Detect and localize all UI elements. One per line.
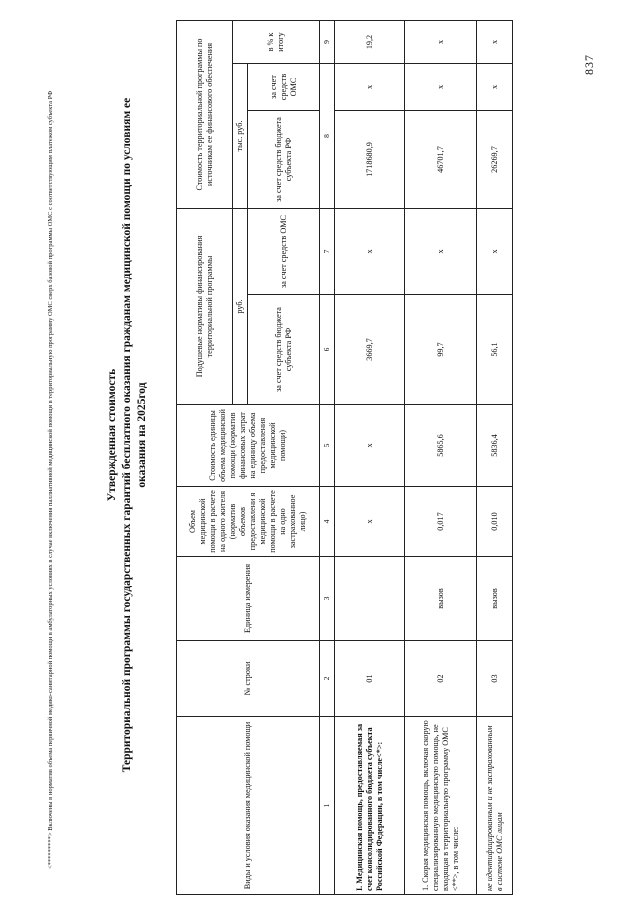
table-row xyxy=(477,21,513,895)
header-types: Виды и условия оказания медицинской помощи xyxy=(177,717,320,895)
row-tc-percent: x xyxy=(405,21,477,64)
row-label: I. Медицинская помощь, предоставляемая за счет консолидированного бюджета субъекта Российской Федерации, в том числе<*>: xyxy=(335,717,405,895)
column-number: 6 xyxy=(320,295,335,405)
row-unit xyxy=(335,557,405,641)
header-total-unit: тыс. руб. xyxy=(233,64,248,209)
row-pc-budget: 99,7 xyxy=(405,295,477,405)
row-tc-budget: 46701,7 xyxy=(405,111,477,209)
column-number: 8 xyxy=(320,64,335,209)
row-volume: 0,017 xyxy=(405,487,477,557)
row-tc-budget: 26269,7 xyxy=(477,111,513,209)
column-number: 1 xyxy=(320,717,335,895)
row-volume: x xyxy=(335,487,405,557)
header-pc-oms: за счет средств ОМС xyxy=(248,209,320,295)
title-line-2: Территориальной программы государственных гарантий бесплатного оказания гражданам медицинской помощи по условиям ее xyxy=(121,97,133,773)
header-pc-budget: за счет средств бюджета субъекта РФ xyxy=(248,295,320,405)
row-pc-budget: 56,1 xyxy=(477,295,513,405)
header-tc-oms: за счет средств ОМС xyxy=(248,64,320,111)
row-tc-percent: x xyxy=(477,21,513,64)
table-row xyxy=(405,21,477,895)
header-per-capita: Подушевые нормативы финансирования территориальной программы xyxy=(177,209,233,405)
column-number-row xyxy=(320,21,335,895)
row-unit-cost: x xyxy=(335,405,405,487)
row-unit-cost: 5865,6 xyxy=(405,405,477,487)
header-row-no: № строки xyxy=(177,641,320,717)
column-number: 7 xyxy=(320,209,335,295)
row-pc-oms: x xyxy=(477,209,513,295)
row-unit: вызов xyxy=(405,557,477,641)
header-tc-percent: в % к итогу xyxy=(233,21,320,64)
row-volume: 0,010 xyxy=(477,487,513,557)
row-pc-budget: 3669,7 xyxy=(335,295,405,405)
column-number: 3 xyxy=(320,557,335,641)
row-number: 02 xyxy=(405,641,477,717)
row-label: не идентифицированным и не застрахованным в системе ОМС лицам xyxy=(477,717,513,895)
header-volume: Объем медицинской помощи в расчете на одного жителя (норматив объемов предоставлени я медицинской помощи в расчете на одно застрахованное лицо) xyxy=(177,487,320,557)
column-number: 9 xyxy=(320,21,335,64)
column-number: 4 xyxy=(320,487,335,557)
row-tc-oms: x xyxy=(405,64,477,111)
header-total-cost: Стоимость территориальной программы по источникам ее финансового обеспечения xyxy=(177,21,233,209)
header-unit: Единица измерения xyxy=(177,557,320,641)
header-per-capita-unit: руб. xyxy=(233,209,248,405)
row-pc-oms: x xyxy=(405,209,477,295)
title-line-1: Утвержденная стоимость xyxy=(106,368,118,502)
row-number: 01 xyxy=(335,641,405,717)
cost-table xyxy=(176,20,513,895)
title-line-3: оказания на 2025год xyxy=(136,382,148,488)
row-number: 03 xyxy=(477,641,513,717)
column-number: 2 xyxy=(320,641,335,717)
page-number: 837 xyxy=(582,54,596,75)
row-tc-oms: x xyxy=(477,64,513,111)
row-tc-percent: 19,2 xyxy=(335,21,405,64)
column-number: 5 xyxy=(320,405,335,487)
row-unit-cost: 5836,4 xyxy=(477,405,513,487)
table-row xyxy=(335,21,405,895)
document-title xyxy=(104,75,150,795)
row-tc-budget: 1718680,9 xyxy=(335,111,405,209)
header-unit-cost: Стоимость единицы объема медицинской помощи (норматив финансовых затрат на единицу объема предоставления медицинской помощи) xyxy=(177,405,320,487)
row-label: 1. Скорая медицинская помощь, включая скорую специализированную медицинскую помощь, не входящая в территориальную программу ОМС <**>, в том числе: xyxy=(405,717,477,895)
footnote: <*********> Включены в норматив объема первичной медико-санитарной помощи в амбулаторных условиях в случае включения паллиативной медицинской помощи в территориальную программу ОМС сверх базовой программы ОМС с соответствующим платежом субъекта РФ xyxy=(47,90,54,869)
header-tc-budget: за счет средств бюджета субъекта РФ xyxy=(248,111,320,209)
row-pc-oms: x xyxy=(335,209,405,295)
row-tc-oms: x xyxy=(335,64,405,111)
row-unit: вызов xyxy=(477,557,513,641)
